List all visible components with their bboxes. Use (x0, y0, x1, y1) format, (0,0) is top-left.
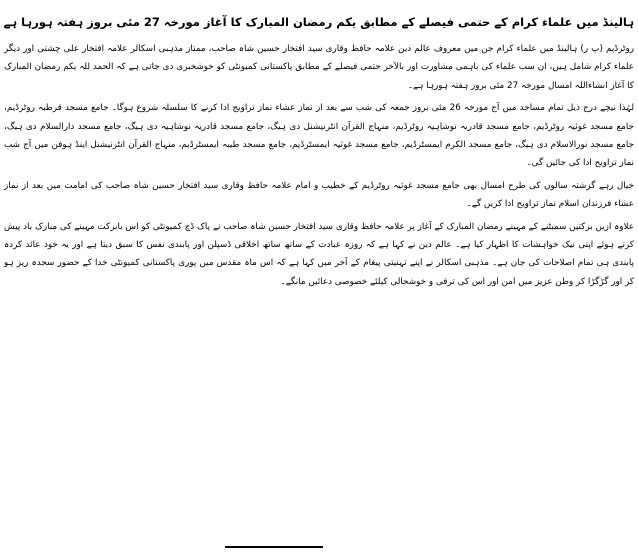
article-paragraph-1: روٹرڈیم (پ ر) ہالینڈ میں علماء کرام جن میں معروف عالم دین علامہ حافظ وقاری سید افتخار حسین شاہ صاحب، ممتاز مذہبی اسکالر علامہ افتخار علی چشتی اور دیگر علماء کرام شامل ہیں، ان سب علماء کی باہمی مشاورت اور بالآخر حتمی فیصلے کے مطابق پاکستانی کمیونٹی کو خوشخبری دی جاتی ہے کہ الحمد للہ یکم رمضان المبارک کا آغاز انشاءاللہ امسال مورخہ 27 مئی بروز ہفتہ ہورہا ہے۔ (4, 44, 634, 91)
article-paragraph-2: لہٰذا نیچے درج ذیل تمام مساجد میں آج مورخہ 26 مئی بروز جمعہ کی شب سے بعد از نماز عشاء نماز تراویح ادا کرنے کا سلسلہ شروع ہوگا۔ جامع مسجد قرطبہ روٹرڈیم، جامع مسجد غوثیہ روٹرڈیم، جامع مسجد قادریہ نوشاہیہ روٹرڈیم، منہاج القرآن انٹرنیشنل دی ہیگ، جامع مسجد قادریہ نوشاہیہ دی ہیگ، جامع مسجد دارالسلام دی ہیگ، جامع مسجد نورالاسلام دی ہیگ، جامع مسجد الکرم ایمسٹرڈیم، جامع مسجد غوثیہ ایمسٹرڈیم، جامع مسجد طیبہ ایمسٹرڈیم، منہاج القرآن انٹرنیشنل اینڈ ہوفن میں آج شب نماز تراویح ادا کی جائیں گی۔ (4, 103, 635, 169)
article-paragraph-3: خیال رہے گزشتہ سالوں کی طرح امسال بھی جامع مسجد غوثیہ روٹرڈیم کے خطیب و امام علامہ حافظ وقاری سید افتخار حسین شاہ صاحب کی امامت میں بعد از نماز عشاء فرزندان اسلام نماز تراویح ادا کریں گے۔ (4, 180, 634, 210)
end-divider (225, 546, 323, 548)
article-headline: ہالینڈ میں علماء کرام کے حتمی فیصلے کے مطابق یکم رمضان المبارک کا آغاز مورخہ 27 مئی بروز ہفتہ ہورہا ہے (3, 15, 634, 29)
article-paragraph-4: علاوہ ازیں برکتیں سمیٹنے کے مہینے رمضان المبارک کے آغاز پر علامہ حافظ وقاری سید افتخار حسین شاہ صاحب نے پاک ڈچ کمیونٹی کو اس بابرکت مہینے کی مبارک باد پیش کرتے ہوئے اپنی نیک خواہشات کا اظہار کیا ہے۔ عالم دین نے کہا ہے کہ روزہ عبادت کے ساتھ ساتھ اخلاقی ڈسپلن اور پابندی نفس کا سبق دیتا ہے اور یہ خود عائد کردہ پابندی ہی تمام اصلاحات کی جان ہے۔ مذہبی اسکالر نے اپنے تہنیتی پیغام کے آخر میں کہا ہے کہ اس ماہ مقدس میں پوری پاکستانی کمیونٹی خدا کے حضور سجدہ ریز ہو کر اور گڑگڑا کر وطن عزیز میں امن اور اس کی ترقی و خوشحالی کیلئے خصوصی دعائیں مانگے۔ (4, 221, 634, 287)
